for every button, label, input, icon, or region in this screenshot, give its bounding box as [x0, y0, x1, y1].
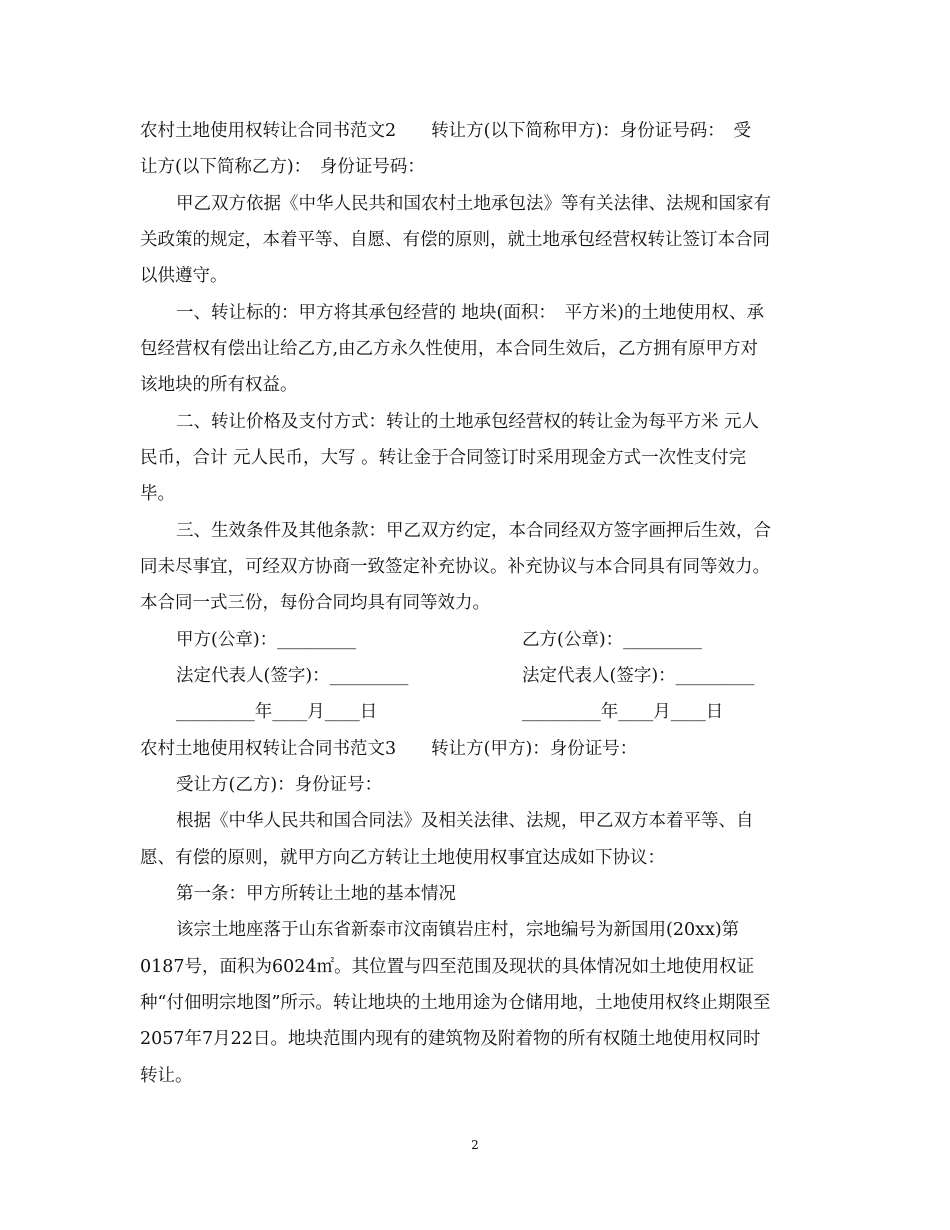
- paragraph-line: 以供遵守。: [140, 266, 228, 286]
- paragraph-line: 一、转让标的：甲方将其承包经营的 地块(面积： 平方米)的土地使用权、承: [176, 303, 764, 323]
- paragraph-line: 根据《中华人民共和国合同法》及相关法律、法规，甲乙双方本着平等、自: [176, 811, 754, 831]
- paragraph-line: 二、转让价格及支付方式：转让的土地承包经营权的转让金为每平方米 元人: [176, 412, 760, 432]
- paragraph-line: 2057年7月22日。地块范围内现有的建筑物及附着物的所有权随土地使用权同时: [140, 1029, 761, 1049]
- paragraph-line: 民币，合计 元人民币，大写 。转让金于合同签订时采用现金方式一次性支付完: [140, 448, 747, 468]
- paragraph-line: 愿、有偿的原则，就甲方向乙方转让土地使用权事宜达成如下协议：: [140, 848, 665, 868]
- party-a-representative: 法定代表人(签字)：_________: [176, 666, 409, 686]
- paragraph-line: 包经营权有偿出让给乙方,由乙方永久性使用，本合同生效后，乙方拥有原甲方对: [140, 339, 759, 359]
- party-b-date: _________年____月____日: [522, 702, 724, 722]
- paragraph-line: 本合同一式三份，每份合同均具有同等效力。: [140, 593, 490, 613]
- paragraph-line: 关政策的规定，本着平等、自愿、有偿的原则，就土地承包经营权转让签订本合同: [140, 230, 770, 250]
- paragraph-line: 毕。: [140, 484, 175, 504]
- party-b-representative: 法定代表人(签字)：_________: [522, 666, 755, 686]
- paragraph-line: 种“付佃明宗地图”所示。转让地块的土地用途为仓储用地，土地使用权终止期限至: [140, 993, 771, 1013]
- party-b-seal: 乙方(公章)：_________: [522, 630, 702, 650]
- paragraph-line: 同未尽事宜，可经双方协商一致签定补充协议。补充协议与本合同具有同等效力。: [140, 557, 770, 577]
- section-heading: 第一条：甲方所转让土地的基本情况: [176, 884, 456, 904]
- paragraph-line: 甲乙双方依据《中华人民共和国农村土地承包法》等有关法律、法规和国家有: [176, 194, 771, 214]
- paragraph-line: 三、生效条件及其他条款：甲乙双方约定，本合同经双方签字画押后生效，合: [176, 521, 771, 541]
- paragraph-line: 转让。: [140, 1066, 193, 1086]
- paragraph-line: 农村土地使用权转让合同书范文2 转让方(以下简称甲方)：身份证号码： 受: [140, 121, 752, 141]
- paragraph-line: 农村土地使用权转让合同书范文3 转让方(甲方)：身份证号：: [140, 739, 638, 759]
- paragraph-line: 该地块的所有权益。: [140, 375, 298, 395]
- paragraph-line: 让方(以下简称乙方)： 身份证号码：: [140, 157, 425, 177]
- party-a-date: _________年____月____日: [176, 702, 378, 722]
- page-number: 2: [471, 1138, 479, 1152]
- paragraph-line: 该宗土地座落于山东省新泰市汶南镇岩庄村，宗地编号为新国用(20xx)第: [176, 920, 740, 940]
- paragraph-line: 受让方(乙方)：身份证号：: [176, 775, 383, 795]
- party-a-seal: 甲方(公章)：_________: [176, 630, 356, 650]
- paragraph-line: 0187号，面积为6024㎡。其位置与四至范围及现状的具体情况如土地使用权证: [140, 957, 755, 977]
